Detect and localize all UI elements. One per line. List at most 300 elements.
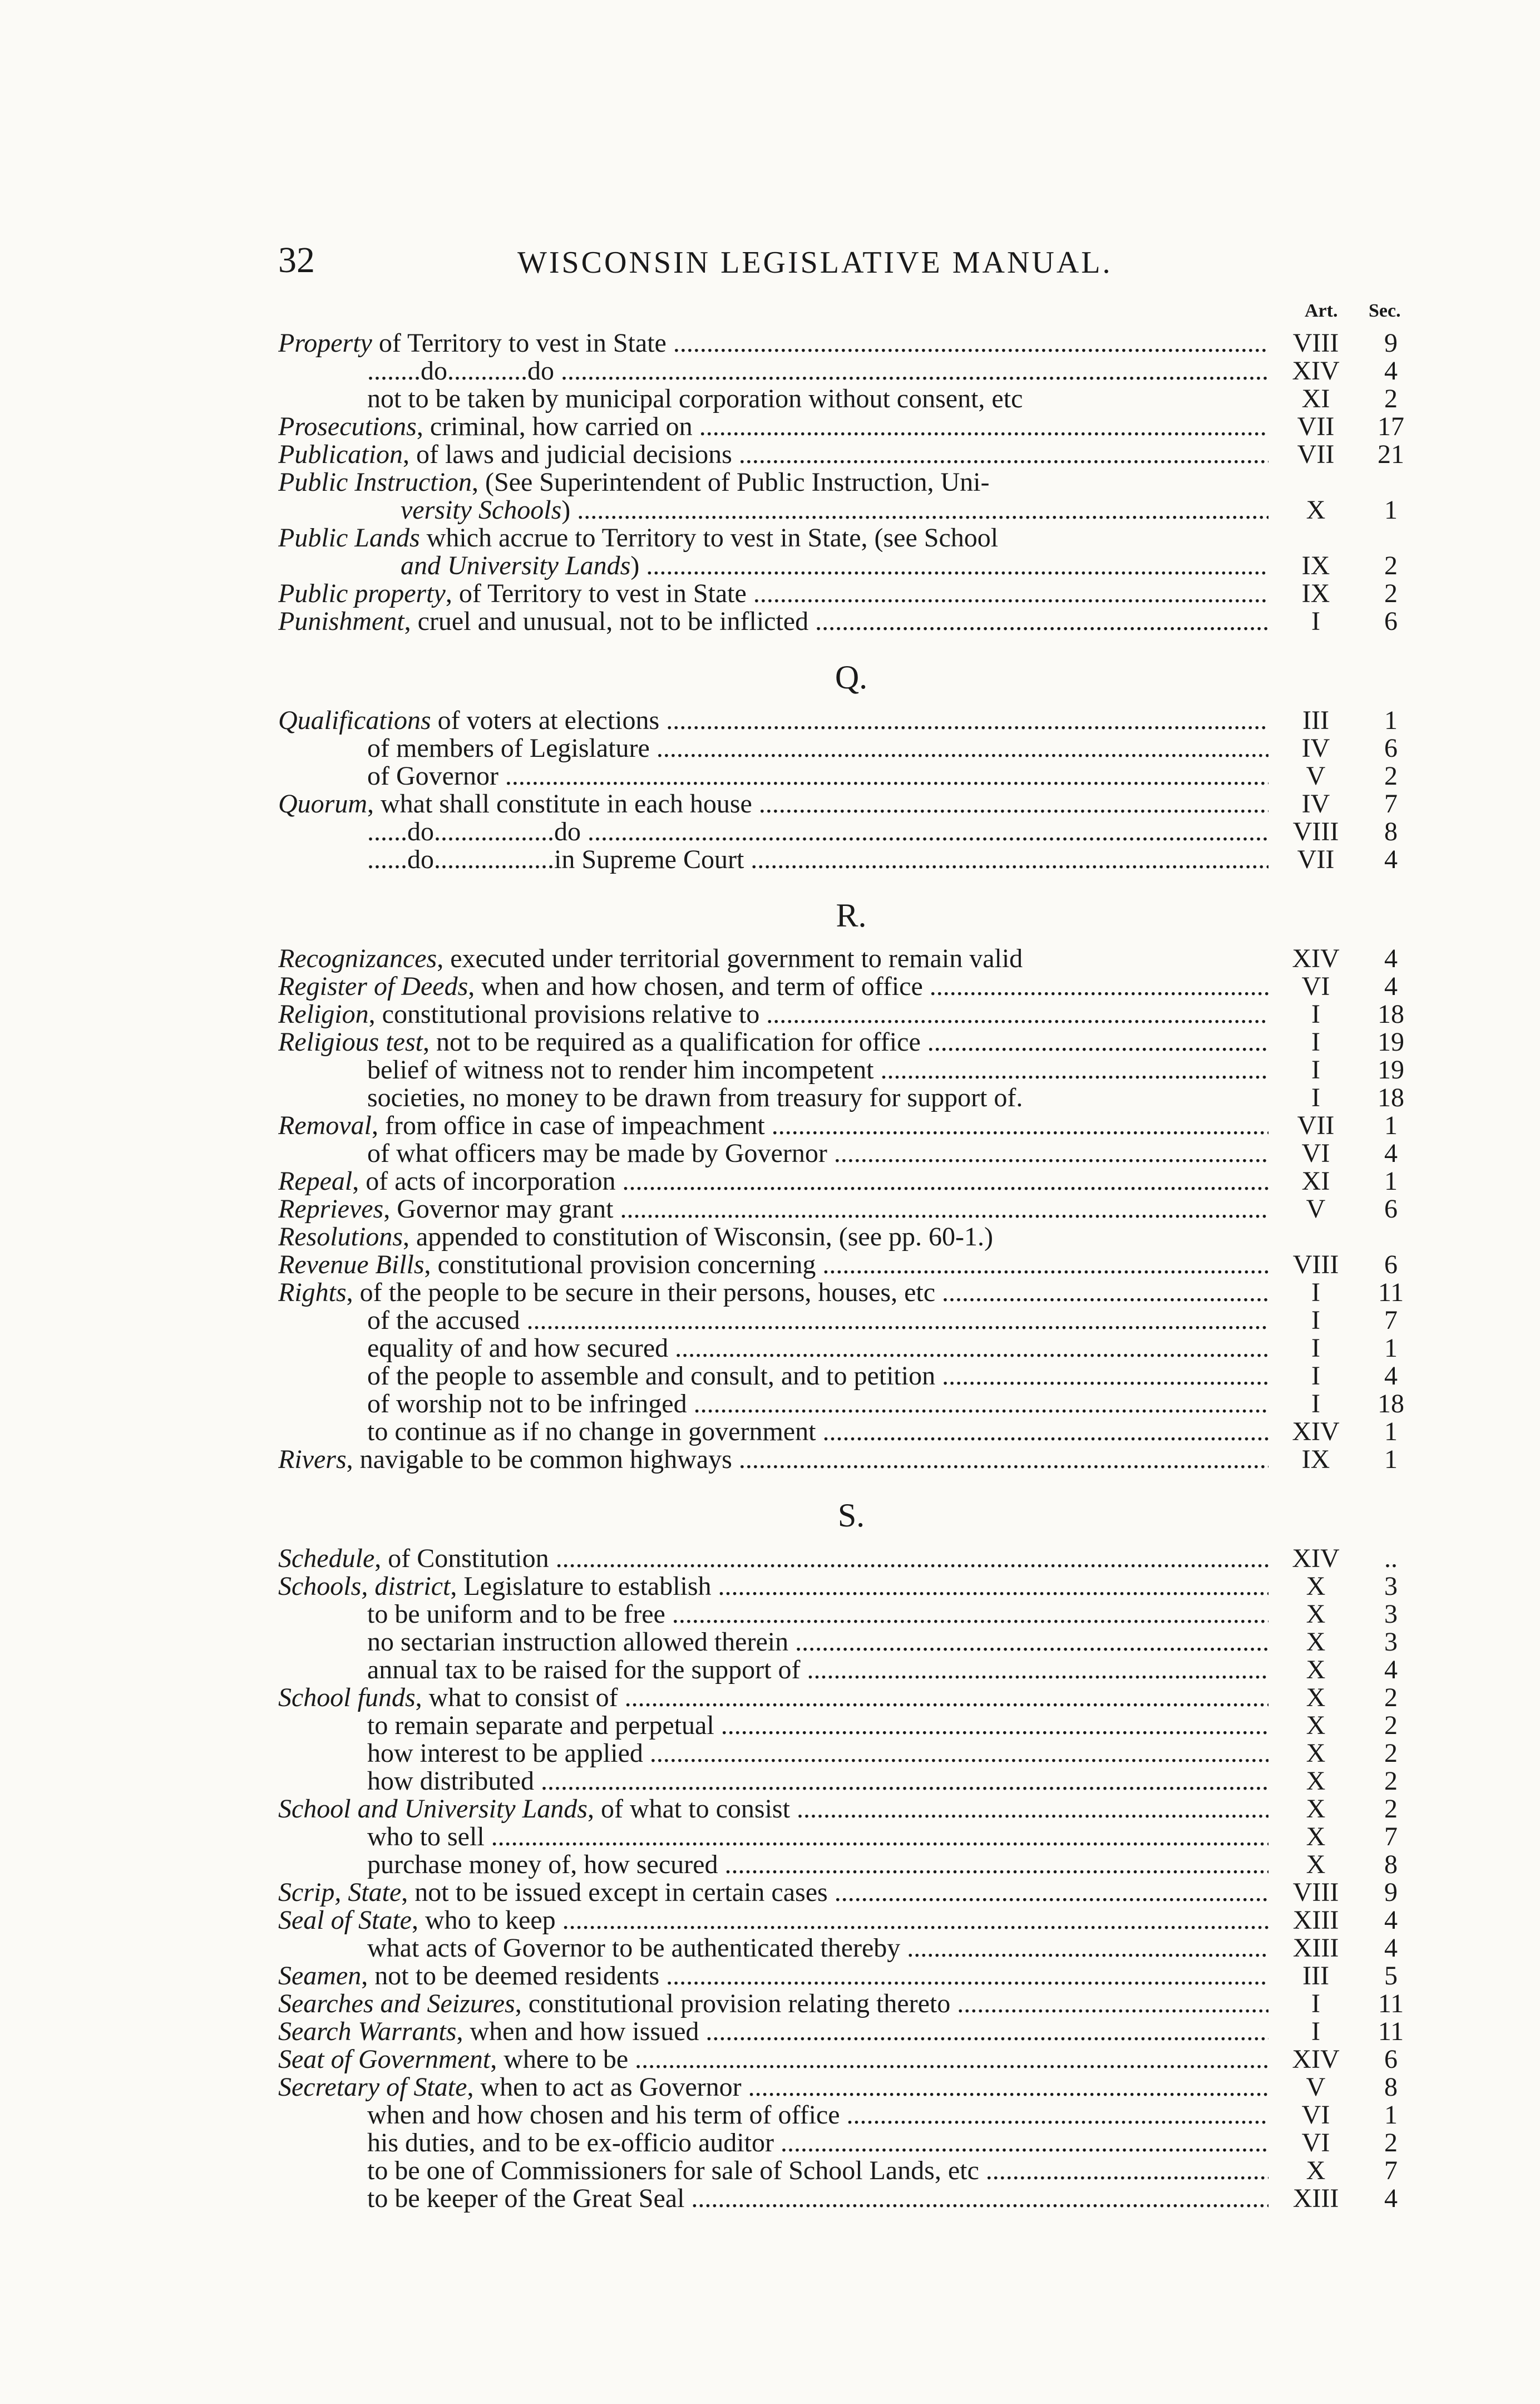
index-entry: [278, 580, 1424, 608]
index-entry: [278, 2157, 1424, 2185]
entry-section: 4: [1384, 2184, 1398, 2213]
entry-section: 1: [1384, 706, 1398, 735]
index-entry: [278, 469, 1424, 496]
entry-term: Repeal: [278, 1167, 353, 1195]
entry-term: Reprieves: [278, 1195, 384, 1223]
entry-text: [278, 1990, 1268, 2018]
index-entry: [278, 1418, 1424, 1446]
entry-text: [367, 1334, 1268, 1362]
index-body: [278, 329, 1424, 2213]
entry-term: versity Schools: [401, 496, 562, 524]
entry-article: I: [1311, 1333, 1320, 1363]
entry-description: , when to act as Governor: [467, 2073, 742, 2101]
entry-description: , Governor may grant: [383, 1195, 614, 1223]
entry-term: Public Instruction: [278, 469, 472, 496]
entry-term: Rights: [278, 1279, 347, 1307]
entry-text: [401, 552, 1268, 580]
entry-term: Secretary of State: [278, 2073, 467, 2101]
entry-description: , not to be issued except in certain cases: [401, 1879, 828, 1907]
entry-section: 11: [1378, 1989, 1404, 2018]
entry-text: [278, 413, 1268, 441]
entry-description: ): [630, 552, 640, 580]
entry-article: IX: [1301, 1445, 1330, 1474]
entry-text: [278, 1545, 1268, 1573]
entry-text: [367, 1712, 1268, 1740]
entry-section: 7: [1384, 1306, 1398, 1335]
entry-article: VI: [1301, 2128, 1330, 2157]
entry-article: I: [1311, 1083, 1320, 1112]
entry-article: I: [1311, 2017, 1320, 2046]
entry-description: , executed under territorial government to remain valid: [437, 945, 1023, 973]
entry-article: XIV: [1292, 356, 1340, 386]
entry-article: IX: [1301, 551, 1330, 580]
index-entry: [278, 818, 1424, 846]
entry-term: Rivers: [278, 1446, 347, 1474]
index-entry: [278, 735, 1424, 762]
index-entry: [278, 357, 1424, 385]
entry-description: , constitutional provision concerning: [424, 1251, 816, 1279]
entry-term: and University Lands: [401, 552, 631, 580]
entry-text: [401, 496, 1268, 524]
entry-text: [278, 441, 1268, 469]
entry-section: 11: [1378, 1278, 1404, 1307]
entry-description: of Governor: [367, 762, 498, 790]
entry-text: [367, 735, 1268, 762]
index-entry: [278, 441, 1424, 469]
entry-term: School funds: [278, 1684, 416, 1712]
entry-description: to continue as if no change in government: [367, 1418, 816, 1446]
index-entry: [278, 2073, 1424, 2101]
entry-article: I: [1311, 607, 1320, 636]
entry-description: ): [561, 496, 571, 524]
entry-description: equality of and how secured: [367, 1334, 669, 1362]
entry-text: [367, 1056, 1268, 1084]
entry-section: 18: [1378, 1083, 1404, 1112]
index-entry: [278, 1001, 1424, 1028]
entry-article: III: [1302, 1961, 1329, 1991]
entry-article: VI: [1301, 1139, 1330, 1168]
entry-section: 4: [1384, 1139, 1398, 1168]
entry-text: [278, 1684, 1268, 1712]
entry-term: Register of Deeds: [278, 973, 468, 1001]
entry-term: Search Warrants: [278, 2018, 457, 2046]
entry-section: 7: [1384, 1822, 1398, 1851]
entry-text: [367, 357, 1268, 385]
entry-section: 1: [1384, 1445, 1398, 1474]
entry-description: ......do..................do: [367, 818, 581, 846]
entry-text: [278, 608, 1268, 636]
index-entry: [278, 762, 1424, 790]
entry-article: VIII: [1292, 1250, 1339, 1279]
entry-term: Seamen: [278, 1962, 362, 1990]
entry-article: IV: [1301, 733, 1330, 763]
entry-term: Qualifications: [278, 707, 431, 735]
entry-article: X: [1306, 1850, 1326, 1879]
entry-description: what acts of Governor to be authenticated thereby: [367, 1934, 901, 1962]
index-entry: [278, 2101, 1424, 2129]
entry-text: [278, 1907, 1268, 1934]
index-entry: [278, 790, 1424, 818]
entry-article: I: [1311, 1055, 1320, 1085]
entry-article: XIV: [1292, 2045, 1340, 2074]
entry-section: 7: [1384, 789, 1398, 819]
entry-article: VII: [1297, 440, 1335, 469]
entry-description: ......do..................in Supreme Court: [367, 846, 744, 874]
entry-article: V: [1306, 1194, 1326, 1224]
index-entry: [278, 1545, 1424, 1573]
index-entry: [278, 1851, 1424, 1879]
entry-description: , what shall constitute in each house: [367, 790, 752, 818]
entry-text: [278, 973, 1268, 1001]
entry-text: [278, 524, 1268, 552]
entry-article: VIII: [1292, 1878, 1339, 1907]
index-entry: [278, 552, 1424, 580]
entry-term: Recognizances: [278, 945, 437, 973]
entry-term: Resolutions: [278, 1223, 403, 1251]
entry-section: 1: [1384, 1166, 1398, 1196]
entry-article: I: [1311, 1278, 1320, 1307]
entry-article: VIII: [1292, 817, 1339, 846]
entry-section: 2: [1384, 2128, 1398, 2157]
entry-text: [278, 580, 1268, 608]
entry-description: ........do............do: [367, 357, 554, 385]
entry-text: [278, 1167, 1268, 1195]
entry-article: VIII: [1292, 328, 1339, 358]
index-entry: [278, 2129, 1424, 2157]
entry-section: 3: [1384, 1599, 1398, 1629]
entry-description: which accrue to Territory to vest in State, (see School: [419, 524, 999, 552]
index-entry: [278, 1251, 1424, 1279]
entry-section: 4: [1384, 972, 1398, 1001]
entry-article: XIV: [1292, 944, 1340, 973]
page-title: WISCONSIN LEGISLATIVE MANUAL.: [517, 245, 1113, 280]
entry-article: I: [1311, 1027, 1320, 1057]
entry-article: X: [1306, 1822, 1326, 1851]
entry-text: [367, 846, 1268, 874]
entry-section: 18: [1378, 999, 1404, 1029]
entry-term: Quorum: [278, 790, 368, 818]
index-entry: [278, 2018, 1424, 2046]
entry-section: 8: [1384, 817, 1398, 846]
entry-article: V: [1306, 2072, 1326, 2102]
entry-article: XIII: [1292, 1905, 1339, 1935]
entry-description: , constitutional provision relating thereto: [515, 1990, 951, 2018]
entry-text: [367, 2129, 1268, 2157]
entry-section: 9: [1384, 328, 1398, 358]
index-entry: [278, 329, 1424, 357]
entry-article: XI: [1301, 384, 1330, 413]
entry-text: [278, 1001, 1268, 1028]
entry-section: 8: [1384, 2072, 1398, 2102]
entry-description: who to sell: [367, 1823, 485, 1851]
entry-article: X: [1306, 1794, 1326, 1824]
index-entry: [278, 1362, 1424, 1390]
entry-term: Public Lands: [278, 524, 420, 552]
entry-text: [278, 707, 1268, 735]
index-entry: [278, 1600, 1424, 1628]
entry-text: [278, 2046, 1268, 2073]
entry-description: , of Constitution: [374, 1545, 549, 1573]
entry-article: VII: [1297, 1111, 1335, 1140]
entry-description: , Legislature to establish: [450, 1573, 712, 1600]
entry-text: [278, 1195, 1268, 1223]
index-entry: [278, 846, 1424, 874]
entry-description: of what officers may be made by Governor: [367, 1140, 827, 1167]
entry-description: , of the people to be secure in their persons, houses, etc: [346, 1279, 936, 1307]
entry-term: Scrip, State: [278, 1879, 402, 1907]
entry-text: [278, 790, 1268, 818]
entry-section: 6: [1384, 607, 1398, 636]
entry-description: how distributed: [367, 1767, 534, 1795]
entry-text: [367, 2101, 1268, 2129]
entry-article: X: [1306, 1738, 1326, 1768]
entry-text: [278, 945, 1268, 973]
entry-section: 2: [1384, 1683, 1398, 1712]
entry-article: I: [1311, 1361, 1320, 1391]
entry-article: VII: [1297, 845, 1335, 874]
entry-section: 2: [1384, 1711, 1398, 1740]
entry-term: Publication: [278, 441, 403, 469]
index-page: [278, 239, 1424, 2213]
entry-section: 19: [1378, 1055, 1404, 1085]
index-entry: [278, 1056, 1424, 1084]
entry-text: [367, 2185, 1268, 2213]
running-head: [278, 239, 1424, 300]
index-entry: [278, 945, 1424, 973]
entry-section: 2: [1384, 551, 1398, 580]
entry-section: 1: [1384, 1111, 1398, 1140]
entry-section: 5: [1384, 1961, 1398, 1991]
index-entry: [278, 1028, 1424, 1056]
index-entry: [278, 524, 1424, 552]
entry-text: [367, 1767, 1268, 1795]
entry-article: I: [1311, 1389, 1320, 1418]
index-entry: [278, 1279, 1424, 1307]
entry-description: no sectarian instruction allowed therein: [367, 1628, 789, 1656]
entry-section: 6: [1384, 1250, 1398, 1279]
entry-description: , from office in case of impeachment: [371, 1112, 765, 1140]
entry-description: societies, no money to be drawn from treasury for support of.: [367, 1084, 1023, 1112]
entry-section: 18: [1378, 1389, 1404, 1418]
entry-text: [367, 1628, 1268, 1656]
entry-text: [367, 1390, 1268, 1418]
entry-description: of members of Legislature: [367, 735, 650, 762]
column-headers: [278, 300, 1424, 329]
entry-text: [367, 818, 1268, 846]
entry-section: 4: [1384, 1655, 1398, 1684]
entry-text: [278, 1879, 1268, 1907]
entry-article: VI: [1301, 972, 1330, 1001]
entry-article: I: [1311, 1306, 1320, 1335]
entry-article: III: [1302, 706, 1329, 735]
entry-description: of the people to assemble and consult, and to petition: [367, 1362, 936, 1390]
entry-article: I: [1311, 1989, 1320, 2018]
index-entry: [278, 1307, 1424, 1334]
index-entry: [278, 1628, 1424, 1656]
entry-term: Punishment: [278, 608, 404, 636]
entry-term: Religious test: [278, 1028, 423, 1056]
index-entry: [278, 1656, 1424, 1684]
entry-term: Property: [278, 329, 372, 357]
entry-text: [367, 1307, 1268, 1334]
entry-text: [367, 2157, 1268, 2185]
entry-section: 6: [1384, 1194, 1398, 1224]
section-letter: Q.: [835, 659, 868, 696]
entry-text: [278, 1223, 1268, 1251]
entry-text: [367, 385, 1268, 413]
entry-section: 1: [1384, 1417, 1398, 1446]
entry-description: , when and how issued: [456, 2018, 699, 2046]
entry-section: 11: [1378, 2017, 1404, 2046]
entry-term: Seal of State: [278, 1907, 412, 1934]
index-entry: [278, 608, 1424, 636]
entry-article: V: [1306, 761, 1326, 791]
entry-description: , of what to consist: [587, 1795, 790, 1823]
entry-text: [367, 1600, 1268, 1628]
entry-section: 1: [1384, 2100, 1398, 2130]
entry-article: X: [1306, 1655, 1326, 1684]
index-entry: [278, 413, 1424, 441]
entry-term: Seat of Government: [278, 2046, 491, 2073]
entry-section: 1: [1384, 495, 1398, 525]
entry-section: 4: [1384, 1361, 1398, 1391]
entry-text: [278, 469, 1268, 496]
entry-description: belief of witness not to render him incompetent: [367, 1056, 874, 1084]
entry-text: [278, 1962, 1268, 1990]
entry-term: Schools, district: [278, 1573, 451, 1600]
index-entry: [278, 1934, 1424, 1962]
entry-description: , where to be: [490, 2046, 629, 2073]
index-entry: [278, 1823, 1424, 1851]
entry-article: X: [1306, 1766, 1326, 1796]
index-entry: [278, 1990, 1424, 2018]
entry-description: , appended to constitution of Wisconsin, (see pp. 60-1.): [403, 1223, 993, 1251]
entry-description: , what to consist of: [415, 1684, 618, 1712]
entry-article: XIV: [1292, 1544, 1340, 1573]
entry-text: [367, 1934, 1268, 1962]
entry-article: X: [1306, 2156, 1326, 2185]
index-entry: [278, 1879, 1424, 1907]
entry-description: of voters at elections: [431, 707, 660, 735]
entry-text: [278, 1028, 1268, 1056]
index-entry: [278, 707, 1424, 735]
entry-article: XIII: [1292, 1933, 1339, 1963]
entry-description: , cruel and unusual, not to be inflicted: [404, 608, 809, 636]
entry-description: , navigable to be common highways: [346, 1446, 732, 1474]
entry-article: XIV: [1292, 1417, 1340, 1446]
index-entry: [278, 1112, 1424, 1140]
entry-article: X: [1306, 1599, 1326, 1629]
index-entry: [278, 1740, 1424, 1767]
index-entry: [278, 1962, 1424, 1990]
entry-section: 19: [1378, 1027, 1404, 1057]
entry-description: of Territory to vest in State: [372, 329, 667, 357]
entry-article: X: [1306, 1683, 1326, 1712]
entry-article: X: [1306, 1711, 1326, 1740]
entry-section: 1: [1384, 1333, 1398, 1363]
sec-column-header: Sec.: [1369, 300, 1401, 321]
entry-text: [367, 1140, 1268, 1167]
entry-description: of the accused: [367, 1307, 520, 1334]
entry-text: [367, 1418, 1268, 1446]
index-entry: [278, 1140, 1424, 1167]
index-entry: [278, 385, 1424, 413]
art-column-header: Art.: [1305, 300, 1338, 321]
entry-section: 6: [1384, 733, 1398, 763]
entry-section: 4: [1384, 1905, 1398, 1935]
entry-section: 2: [1384, 1766, 1398, 1796]
section-letter: S.: [837, 1497, 865, 1534]
entry-description: , not to be required as a qualification for office: [422, 1028, 921, 1056]
entry-text: [367, 1084, 1268, 1112]
entry-article: X: [1306, 1572, 1326, 1601]
entry-text: [278, 1446, 1268, 1474]
entry-term: Religion: [278, 1001, 369, 1028]
entry-section: 9: [1384, 1878, 1398, 1907]
entry-description: to be keeper of the Great Seal: [367, 2185, 685, 2213]
entry-description: , of Territory to vest in State: [445, 580, 747, 608]
entry-section: 21: [1378, 440, 1404, 469]
entry-article: VII: [1297, 412, 1335, 441]
index-entry: [278, 1084, 1424, 1112]
entry-text: [278, 1573, 1268, 1600]
entry-article: X: [1306, 1627, 1326, 1657]
entry-text: [278, 1279, 1268, 1307]
entry-description: of worship not to be infringed: [367, 1390, 687, 1418]
index-entry: [278, 1334, 1424, 1362]
entry-text: [367, 1740, 1268, 1767]
entry-term: Revenue Bills: [278, 1251, 425, 1279]
entry-text: [367, 1823, 1268, 1851]
entry-section: 6: [1384, 2045, 1398, 2074]
entry-article: IV: [1301, 789, 1330, 819]
entry-description: , not to be deemed residents: [361, 1962, 660, 1990]
index-entry: [278, 1195, 1424, 1223]
entry-description: annual tax to be raised for the support of: [367, 1656, 801, 1684]
entry-text: [278, 1251, 1268, 1279]
entry-description: not to be taken by municipal corporation without consent, etc: [367, 385, 1023, 413]
entry-term: Removal: [278, 1112, 372, 1140]
index-entry: [278, 1223, 1424, 1251]
entry-article: I: [1311, 999, 1320, 1029]
entry-description: , constitutional provisions relative to: [368, 1001, 760, 1028]
entry-description: to remain separate and perpetual: [367, 1712, 714, 1740]
entry-section: 4: [1384, 845, 1398, 874]
entry-description: his duties, and to be ex-officio auditor: [367, 2129, 774, 2157]
index-entry: [278, 1767, 1424, 1795]
entry-section: 2: [1384, 384, 1398, 413]
entry-text: [278, 2018, 1268, 2046]
index-entry: [278, 1684, 1424, 1712]
entry-description: , when and how chosen, and term of office: [468, 973, 923, 1001]
entry-section: ..: [1384, 1544, 1398, 1573]
entry-text: [278, 329, 1268, 357]
entry-term: Prosecutions: [278, 413, 417, 441]
entry-description: , (See Superintendent of Public Instruction, Uni-: [471, 469, 990, 496]
entry-description: purchase money of, how secured: [367, 1851, 718, 1879]
entry-term: Schedule: [278, 1545, 375, 1573]
entry-description: , criminal, how carried on: [416, 413, 693, 441]
entry-article: IX: [1301, 579, 1330, 608]
entry-text: [367, 1656, 1268, 1684]
index-entry: [278, 2046, 1424, 2073]
entry-article: VI: [1301, 2100, 1330, 2130]
index-entry: [278, 2185, 1424, 2213]
entry-section: 2: [1384, 579, 1398, 608]
section-letter: R.: [836, 897, 867, 934]
entry-text: [367, 1851, 1268, 1879]
entry-text: [367, 1362, 1268, 1390]
